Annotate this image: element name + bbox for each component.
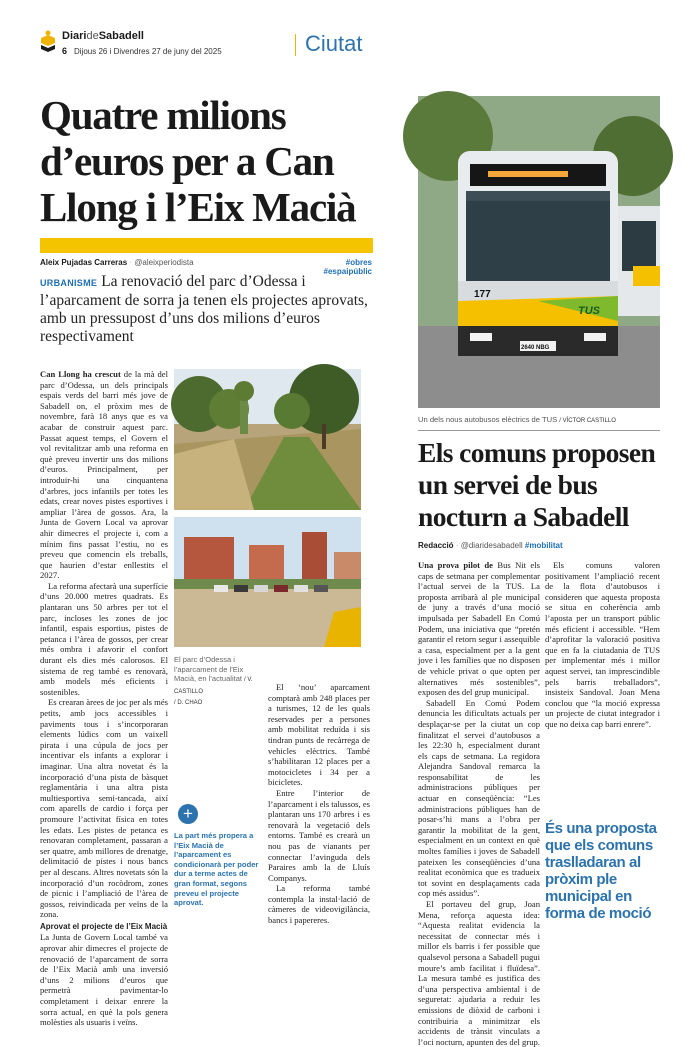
body-paragraph: La Junta de Govern Local també va aprovar ahir dimecres el projecte de renovació de l’aparcament de sorra de l’Eix Macià amb una inversió d’uns 2 milions d’euros que permetrà pavimentar-lo completament i deixar enrere la sorra actual, en què la pols genera molèsties als usuaris i veïns. (40, 932, 168, 1028)
photo-credit: V. CASTILLO (174, 677, 253, 695)
standfirst (40, 273, 370, 346)
caption-rule (418, 430, 660, 431)
brand-name: DiarideSabadell (62, 30, 144, 42)
article-headline: Quatre milions d’euros per a Can Llong i l’Eix Macià (40, 92, 356, 230)
hashtags[interactable]: #obres #espaipúblic (323, 258, 372, 276)
body-paragraph: Entre l’interior de l’aparcament i els talussos, es plantaran uns 170 arbres i es renovarà la vegetació dels entorns. També es crearà un nou pas de vianants per connectar l’avinguda dels Paraires amb la de Lluís Companys. (268, 787, 370, 883)
body-column-1 (40, 369, 169, 1028)
page-number: 6 (62, 46, 68, 56)
bus-plate: 2640 NBG (521, 345, 550, 351)
park-photo (174, 369, 361, 510)
body-paragraph: La reforma afectarà una superfície d’uns 20.000 metres quadrats. Es plantaran uns 50 arbres per tot el parc, incloses les zones de joc infantil, espais esportius, pistes de petanca i l’àrea de gossos, per crear més ombra i afavorir el confort durant els dies més calorosos. El sistema de reg també es renovarà, amb models més eficients i sostenibles. (40, 580, 168, 697)
author-handle[interactable]: @aleixperiodista (134, 258, 194, 267)
author-name: Redacció (418, 541, 454, 550)
photo-credit: D. CHAO (177, 700, 203, 706)
byline: Aleix Pujadas Carreras · @aleixperiodista (40, 258, 194, 267)
sidebar-note: La part més propera a l’Eix Macià de l’aparcament es condicionarà per poder dur a terme actes de gran format, segons preveu el projecte aprovat. (174, 831, 259, 908)
photo-caption: El parc d’Odessa i l’aparcament de l’Eix Macià, en l’actualitat / V. CASTILLO / D. CHAO (174, 655, 253, 706)
dateline: Dijous 26 i Divendres 27 de juny del 2025 (74, 47, 222, 56)
body-paragraph: La reforma també contempla la instal·lació de càmeres de videovigilància, bancs i papereres. (268, 883, 370, 926)
hashtag[interactable]: #mobilitat (524, 541, 563, 550)
body-column-4 (545, 560, 660, 813)
photo-caption: Un dels nous autobusos elèctrics de TUS / VÍCTOR CASTILLO (418, 415, 616, 424)
body-paragraph: Una prova pilot de Bus Nit els caps de setmana per complementar l’actual servei de la TUS. La proposta arribarà al ple municipal de juny a través d’una moció impulsada per Sabadell En Comú Podem, una iniciativa que “pretén garantir el retorn segur i assequible a casa, especialment per a la gent jove i les famílies que no disposen de vehicle privat o que opten per alternatives més sostenibles”, exposen des del grup municipal. (418, 560, 540, 698)
body-column-3 (418, 560, 540, 1047)
kicker: URBANISME (40, 278, 98, 288)
bus-photo (418, 96, 660, 408)
byline: Redacció · @diaridesabadell #mobilitat (418, 541, 563, 550)
bus-brand: TUS (578, 305, 600, 317)
body-paragraph: El ‘nou’ aparcament comptarà amb 248 places per a turismes, 12 de les quals reservades per a persones amb mobilitat reduïda i sis tindran punts de recàrrega de vehicles elèctrics. També s’habilitaran 12 places per a motocicletes i 34 per a bicicletes. (268, 682, 370, 788)
author-handle[interactable]: @diaridesabadell (460, 541, 523, 550)
plus-icon: + (178, 804, 198, 824)
pull-quote: És una proposta que els comuns traslladaran al pròxim ple municipal en forma de moció (545, 820, 657, 922)
header-divider (295, 34, 296, 56)
body-paragraph: Es crearan àrees de joc per als més petits, amb jocs accessibles i paviments tous i s’incorporaran elements lúdics com un vaixell pirata i una cúpula de jocs per incentivar els infants a explorar i imaginar. Una altra novetat és la incorporació d’una pista de bàsquet reglamentària i una altra pista multiesportiva semi-tancada, així com aparells de cardio i força per promoure l’activitat física en totes les edats. Les pistes de petanca es renovaran completament, passaran a ser quatre, amb millores de drenatge, delimitació de pistes i nous bancs per al descans. Altres novetats són la incorporació d’un rocòdrom, zones de picnic i l’ampliació de l’àrea de gossos, reivindicada per veïns de la zona. (40, 697, 168, 920)
headline-accent-bar (40, 238, 373, 253)
photo-credit: VÍCTOR CASTILLO (562, 418, 616, 424)
diari-logo-icon (40, 30, 56, 52)
body-column-2 (268, 682, 370, 926)
standfirst-text: La renovació del parc d’Odessa i l’aparcament de sorra ja tenen els projectes aprovats, amb un pressupost d’uns dos milions d’euros respectivament (40, 273, 368, 345)
article-headline: Els comuns proposen un servei de bus nocturn a Sabadell (418, 437, 656, 532)
bus-number: 177 (474, 289, 491, 300)
body-paragraph: Els comuns valoren positivament l’ampliació recent de la flota d’autobusos i consideren que aquesta proposta se situa en coherència amb l’aposta per un transport públic més eficient i accessible. “Hem d’aprofitar la valoració positiva que en fa la ciutadania de TUS per implementar més i millor aquest servei, tan imprescindible pels barris treballadors”, insisteix Sandoval. Joan Mena conclou que “la moció expressa un projecte de ciutat integrador i que no deixa cap barri enrere”. (545, 560, 660, 729)
subheading: Aprovat el projecte de l’Eix Macià (40, 921, 168, 931)
section-title: Ciutat (305, 31, 363, 56)
author-name: Aleix Pujadas Carreras (40, 258, 128, 267)
body-paragraph: El portaveu del grup, Joan Mena, reforça aquesta idea: “Aquesta realitat evidencia la necessitat de connectar més i millor els barris i fer possible que qualsevol persona a Sabadell pugui moure’s amb facilitat i fluïdesa”. La mesura també es justifica des d’una perspectiva ambiental i de seguretat: ajudaria a reduir les emissions de diòxid de carboni i contribuiria a minimitzar els accidents de trànsit vinculats a l’oci nocturn, apunten des del grup. (418, 899, 540, 1047)
body-paragraph: Can Llong ha crescut de la mà del parc d’Odessa, un dels principals espais verds del barri més jove de Sabadell on, el pròxim mes de novembre, farà 18 anys que es va acabar de construir aquest parc. Passat aquest temps, el Govern el vol revitalitzar amb una reforma en què preveu invertir uns dos milions d’euros. Principalment, per introduir-hi una cinquantena d’arbres, jocs infantils per totes les edats, crear noves pistes esportives i ampliar l’àrea de gossos. Ara, la Junta de Govern Local va aprovar ahir dimecres el projecte i, com a mínim fins passat l’estiu, no es preveu que comencin els treballs, que haurien d’estar enllestits el 2027. (40, 369, 169, 581)
parking-lot-photo (174, 517, 361, 647)
body-paragraph: Sabadell En Comú Podem denuncia les dificultats actuals per desplaçar-se per la ciutat un cop finalitzat el servei d’autobusos a les 22:30 h, especialment durant els caps de setmana. La regidora Alejandra Sandoval remarca la responsabilitat de les administracions públiques per actuar en conseqüència: “Les administracions públiques han de posar-s’hi mans a l’obra per garantir la mobilitat de la gent, especialment en un context en què moltes famílies i joves de Sabadell pateixen les conseqüències d’una realitat econòmica que es tradueix tot sovint en desplaçaments cada cop més assidus”. (418, 697, 540, 899)
